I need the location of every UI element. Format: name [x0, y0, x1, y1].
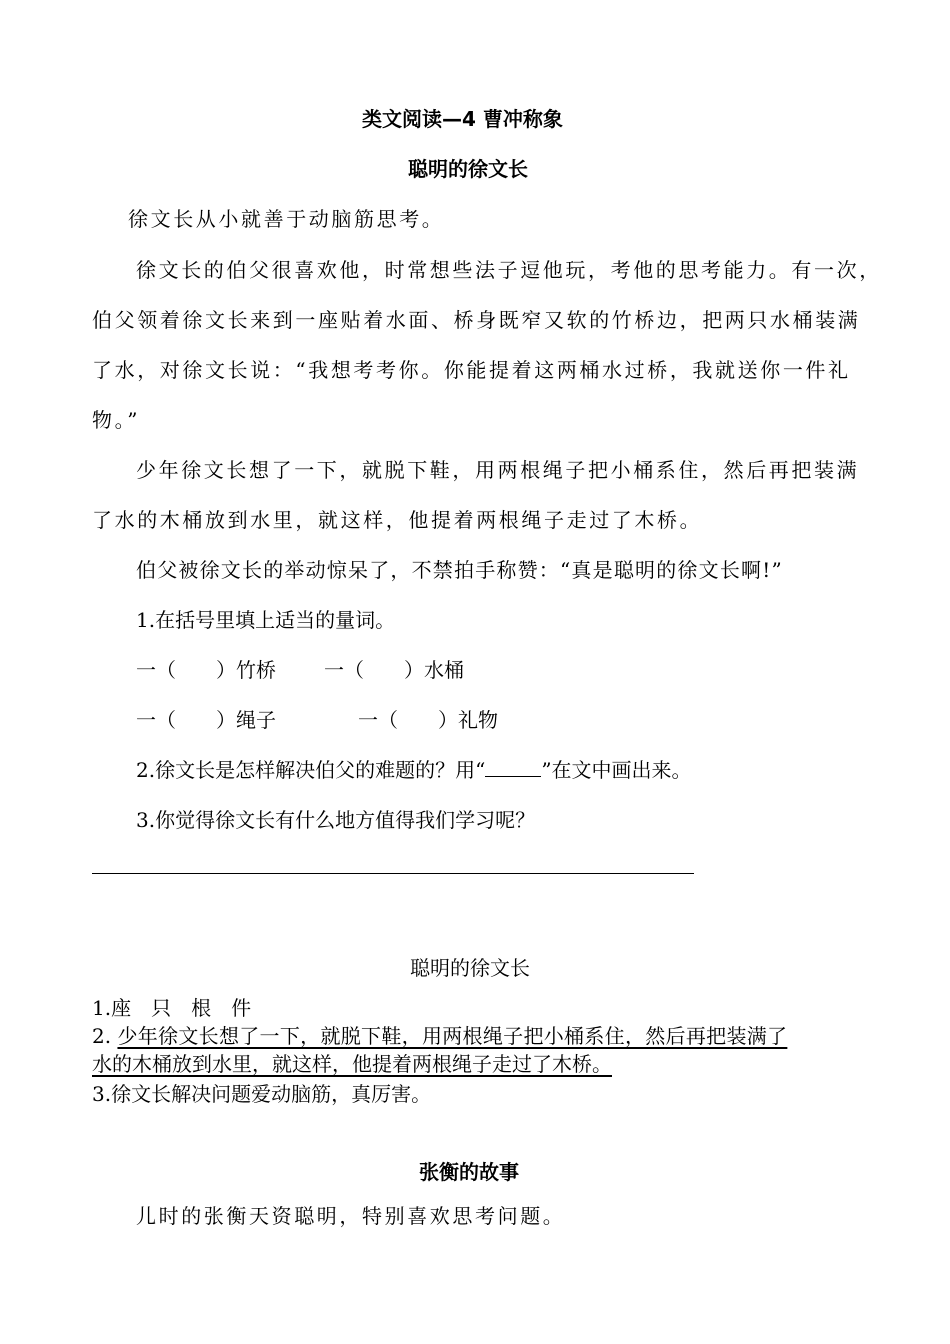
answer-1: 1.座 只 根 件	[92, 996, 252, 1020]
page-title: 类文阅读—4 曹冲称象	[362, 107, 563, 131]
underline-sample	[485, 758, 541, 777]
story-title: 聪明的徐文长	[408, 157, 528, 181]
question-2-text: 2.徐文长是怎样解决伯父的难题的？用“	[136, 758, 486, 782]
measure-word-item: 一（ ）绳子	[136, 708, 276, 732]
story-2-title: 张衡的故事	[419, 1160, 519, 1184]
paragraph-line: 少年徐文长想了一下，就脱下鞋，用两根绳子把小桶系住，然后再把装满	[136, 458, 860, 482]
question-1: 1.在括号里填上适当的量词。	[136, 608, 396, 632]
measure-word-item: 一（ ）礼物	[358, 708, 498, 732]
answer-2-line-1: 少年徐文长想了一下，就脱下鞋，用两根绳子把小桶系住，然后再把装满了	[117, 1024, 788, 1048]
paragraph-line: 了水的木桶放到水里，就这样，他提着两根绳子走过了木桥。	[92, 508, 703, 532]
paragraph-line: 物。”	[92, 408, 141, 432]
story-2-intro: 儿时的张衡天资聪明，特别喜欢思考问题。	[136, 1204, 566, 1228]
story-intro: 徐文长从小就善于动脑筋思考。	[128, 207, 445, 231]
question-2	[136, 754, 692, 783]
question-3: 3.你觉得徐文长有什么地方值得我们学习呢？	[136, 808, 536, 832]
answer-key-title: 聪明的徐文长	[410, 956, 530, 980]
paragraph-line: 了水，对徐文长说：“我想考考你。你能提着这两桶水过桥，我就送你一件礼	[92, 358, 851, 382]
answer-line	[92, 873, 694, 874]
paragraph-line: 徐文长的伯父很喜欢他，时常想些法子逗他玩，考他的思考能力。有一次，	[136, 258, 882, 282]
paragraph-line: 伯父领着徐文长来到一座贴着水面、桥身既窄又软的竹桥边，把两只水桶装满	[92, 308, 861, 332]
answer-2-line-2: 水的木桶放到水里，就这样，他提着两根绳子走过了木桥。	[92, 1052, 612, 1076]
answer-3: 3.徐文长解决问题爱动脑筋，真厉害。	[92, 1082, 432, 1106]
paragraph-line: 伯父被徐文长的举动惊呆了，不禁拍手称赞：“真是聪明的徐文长啊!”	[136, 558, 783, 582]
question-2-text-end: ”在文中画出来。	[541, 758, 692, 782]
measure-word-item: 一（ ）竹桥	[136, 658, 276, 682]
answer-2-number: 2.	[92, 1024, 118, 1048]
measure-word-item: 一（ ）水桶	[324, 658, 464, 682]
answer-2	[92, 1020, 787, 1049]
